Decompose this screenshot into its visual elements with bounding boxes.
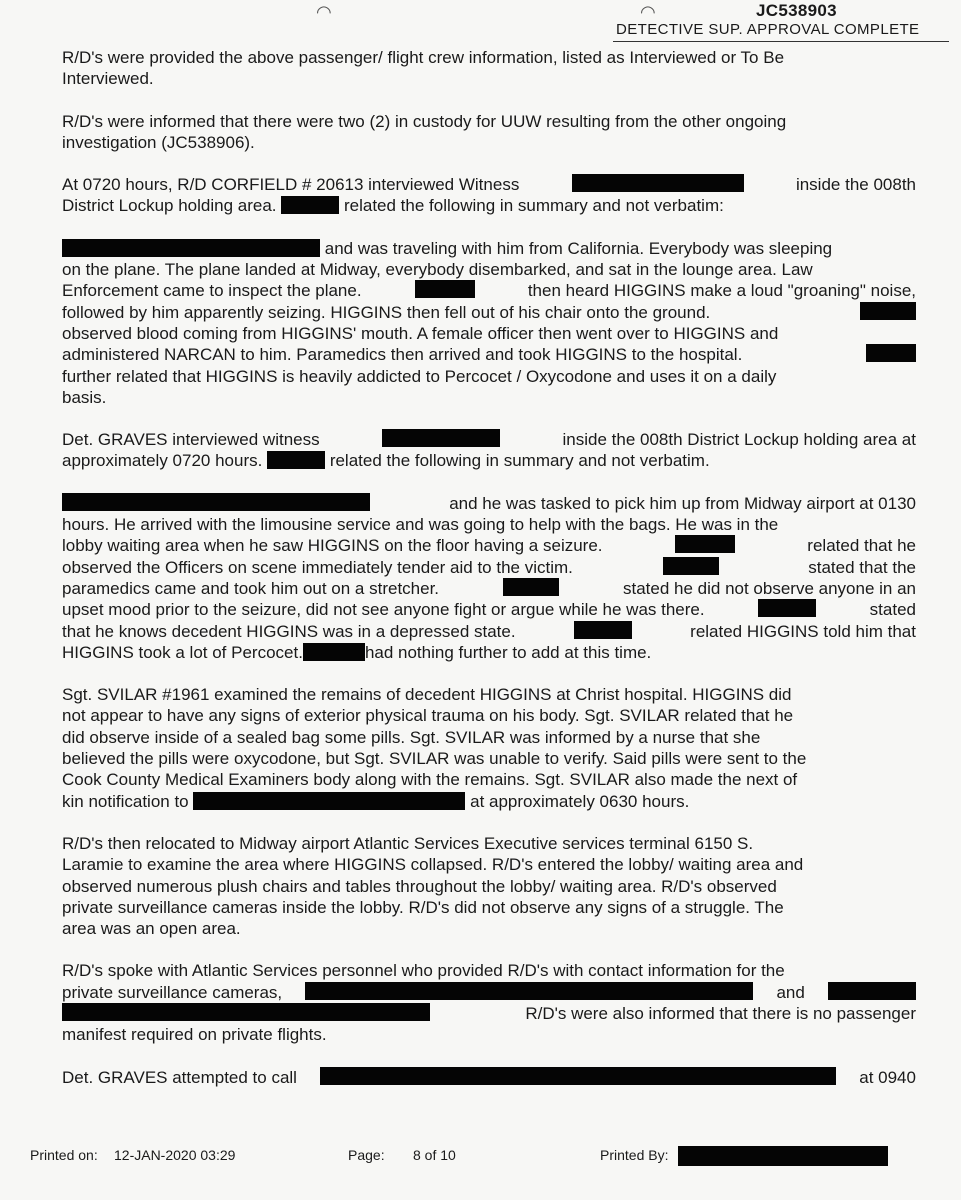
redaction-bar [866, 344, 916, 362]
redaction-bar [415, 280, 475, 298]
text-line: private surveillance cameras inside the lobby. R/D's did not observe any signs of a struggle. The [62, 897, 784, 917]
paragraph-scene-examination [62, 833, 916, 939]
header-divider [613, 41, 949, 42]
approval-status: DETECTIVE SUP. APPROVAL COMPLETE [616, 21, 920, 38]
page-label: Page: [348, 1147, 385, 1163]
text-segment: Det. GRAVES attempted to call [62, 1067, 297, 1087]
text-segment: related the following in summary and not verbatim. [329, 451, 710, 471]
text-line: observed blood coming from HIGGINS' mouth. A female officer then went over to HIGGINS and [62, 323, 779, 343]
text-segment: inside the 008th [795, 175, 916, 195]
redaction-bar [574, 621, 632, 639]
redaction-bar [860, 302, 916, 320]
text-segment: at 0940 [859, 1067, 916, 1087]
text-segment: kin notification to [62, 791, 189, 811]
text-segment: administered NARCAN to him. Paramedics then arrived and took HIGGINS to the hospital. [62, 345, 743, 365]
redaction-bar [303, 643, 365, 661]
redaction-bar [281, 196, 339, 214]
text-segment: had nothing further to add at this time. [364, 642, 652, 662]
redaction-bar [828, 982, 916, 1000]
text-line: R/D's spoke with Atlantic Services personnel who provided R/D's with contact information for the [62, 961, 785, 981]
redaction-bar [62, 1003, 430, 1021]
text-segment: Det. GRAVES interviewed witness [62, 430, 320, 450]
text-line: observed numerous plush chairs and tables throughout the lobby/ waiting area. R/D's observed [62, 876, 777, 896]
redaction-bar [267, 451, 325, 469]
paragraph-call-attempt [62, 1067, 916, 1088]
text-segment: lobby waiting area when he saw HIGGINS on the floor having a seizure. [62, 536, 603, 556]
text-segment: stated that the [808, 557, 916, 577]
redaction-bar [62, 239, 320, 257]
report-id: JC538903 [756, 1, 837, 20]
redaction-bar [572, 174, 744, 192]
text-segment: observed the Officers on scene immediately tender aid to the victim. [62, 557, 573, 577]
text-segment: stated he did not observe anyone in an [623, 578, 916, 598]
text-segment: Enforcement came to inspect the plane. [62, 281, 362, 301]
text-line: further related that HIGGINS is heavily addicted to Percocet / Oxycodone and uses it on a daily [62, 366, 777, 386]
text-segment: R/D's were also informed that there is no passenger [525, 1003, 916, 1023]
text-segment: At 0720 hours, R/D CORFIELD # 20613 interviewed Witness [62, 175, 520, 195]
scan-mark: ◠ [316, 2, 332, 22]
text-segment: and was traveling with him from California. Everybody was sleeping [324, 238, 833, 258]
paragraph-corfield-interview [62, 174, 916, 217]
paragraph-witness-statement-2 [62, 493, 916, 663]
text-line: hours. He arrived with the limousine service and was going to help with the bags. He was in the [62, 515, 779, 535]
page-number: 8 of 10 [413, 1147, 456, 1163]
text-segment: paramedics came and took him out on a stretcher. [62, 578, 440, 598]
text-segment: related HIGGINS told him that [690, 621, 916, 641]
text-line: area was an open area. [62, 919, 241, 939]
text-segment: private surveillance cameras, [62, 982, 283, 1002]
text-line: R/D's were provided the above passenger/ flight crew information, listed as Interviewed or To Be [62, 48, 785, 67]
text-segment: then heard HIGGINS make a loud "groaning" noise, [527, 281, 916, 301]
text-segment: at approximately 0630 hours. [470, 791, 690, 811]
text-line: Interviewed. [62, 69, 154, 89]
redaction-bar [320, 1067, 836, 1085]
text-line: Sgt. SVILAR #1961 examined the remains of decedent HIGGINS at Christ hospital. HIGGINS did [62, 685, 792, 705]
text-segment: related that he [807, 536, 916, 556]
text-line: R/D's then relocated to Midway airport Atlantic Services Executive services terminal 6150 S. [62, 833, 754, 853]
redaction-bar [663, 557, 719, 575]
text-segment: approximately 0720 hours. [62, 451, 263, 471]
text-segment: and [776, 982, 805, 1002]
print-footer [0, 1142, 961, 1172]
text-line: believed the pills were oxycodone, but Sgt. SVILAR was unable to verify. Said pills were sent to the [62, 749, 807, 769]
text-segment: followed by him apparently seizing. HIGGINS then fell out of his chair onto the ground. [62, 302, 711, 322]
text-line: on the plane. The plane landed at Midway, everybody disembarked, and sat in the lounge area. Law [62, 260, 813, 280]
text-segment: inside the 008th District Lockup holding area at [562, 430, 916, 450]
redaction-bar [62, 493, 370, 511]
text-line: not appear to have any signs of exterior physical trauma on his body. Sgt. SVILAR related that he [62, 706, 794, 726]
text-line: Laramie to examine the area where HIGGINS collapsed. R/D's entered the lobby/ waiting area and [62, 855, 804, 875]
text-line: R/D's were informed that there were two (2) in custody for UUW resulting from the other ongoing [62, 111, 787, 131]
text-segment: related the following in summary and not verbatim: [343, 196, 724, 216]
paragraph-graves-interview [62, 429, 916, 472]
text-line: manifest required on private flights. [62, 1025, 327, 1045]
text-segment: upset mood prior to the seizure, did not see anyone fight or argue while he was there. [62, 600, 705, 620]
text-line: did observe inside of a sealed bag some pills. Sgt. SVILAR was informed by a nurse that she [62, 727, 761, 747]
redaction-bar [678, 1146, 888, 1166]
text-segment: HIGGINS took a lot of Percocet. [62, 642, 303, 662]
redaction-bar [305, 982, 753, 1000]
redaction-bar [193, 792, 465, 810]
redaction-bar [758, 599, 816, 617]
paragraph-svilar-exam [62, 684, 916, 812]
scan-mark: ◠ [640, 2, 656, 22]
printed-by-label: Printed By: [600, 1147, 669, 1163]
paragraph-witness-statement-1 [62, 238, 916, 408]
redaction-bar [675, 535, 735, 553]
redaction-bar [503, 578, 559, 596]
report-body [62, 47, 916, 1109]
redaction-bar [382, 429, 500, 447]
paragraph-passenger-info [62, 47, 916, 90]
printed-on-value: 12-JAN-2020 03:29 [114, 1147, 236, 1163]
text-segment: District Lockup holding area. [62, 196, 277, 216]
printed-on-label: Printed on: [30, 1147, 98, 1163]
paragraph-custody [62, 111, 916, 154]
paragraph-surveillance-contact [62, 960, 916, 1045]
text-line: basis. [62, 387, 107, 407]
text-segment: stated [869, 600, 916, 620]
text-line: Cook County Medical Examiners body along with the remains. Sgt. SVILAR also made the next of [62, 770, 798, 790]
text-line: investigation (JC538906). [62, 132, 255, 152]
text-segment: that he knows decedent HIGGINS was in a depressed state. [62, 621, 516, 641]
text-segment: and he was tasked to pick him up from Midway airport at 0130 [449, 493, 916, 513]
